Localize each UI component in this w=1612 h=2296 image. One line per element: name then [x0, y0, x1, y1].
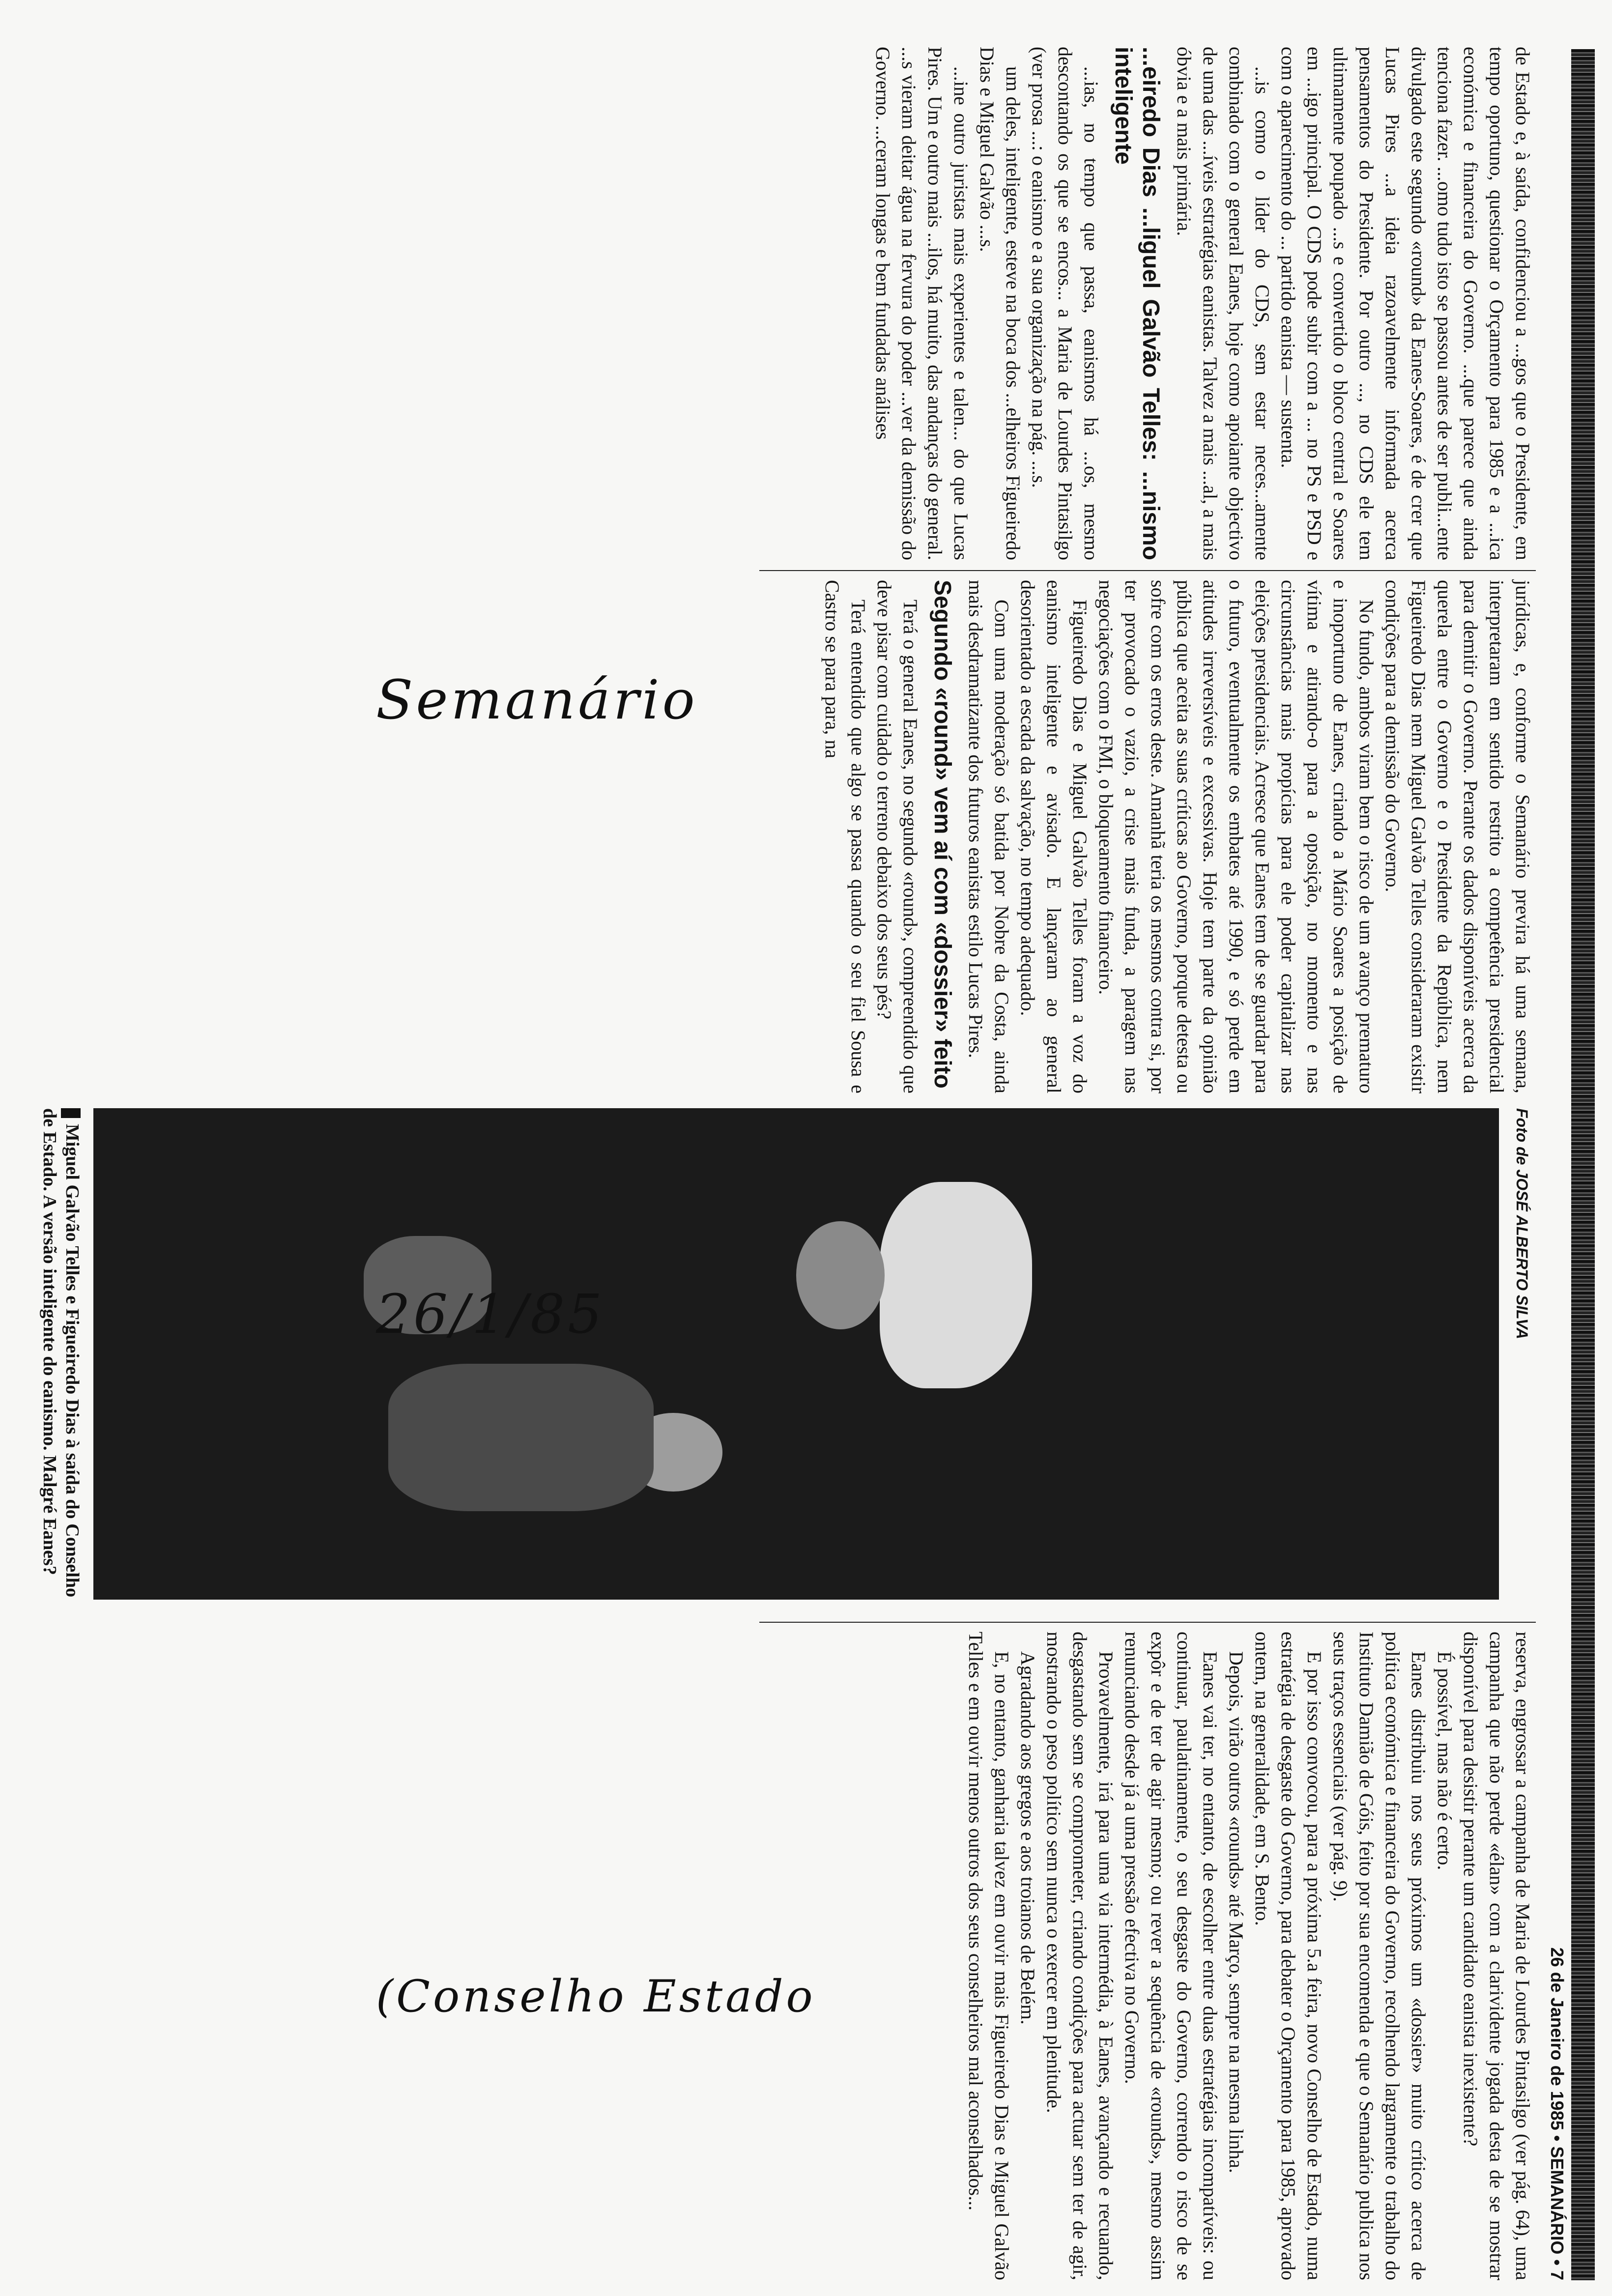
paragraph: Terá o general Eanes, no segundo «round», compreendido que deve pisar com cuidado o terreno debaixo dos seus pés? — [873, 580, 921, 1093]
photo-caption — [38, 1108, 84, 1600]
paragraph: reserva, engrossar a campanha de Maria de Lourdes Pintasilgo (ver pág. 64), uma campanha que não perde «élan» com a clarividente jogada desta de se mostrar disponível para desistir perante um candidato eanista inexistente? — [1460, 1632, 1534, 2280]
paragraph: ...is como o líder do CDS, sem estar neces...amente combinado com o general Eanes, hoje como apoiante objectivo de uma das ...íveis estratégias eanistas. Talvez a mais ...al, a mais óbvia e a mais primária. — [1173, 47, 1273, 560]
paragraph: No fundo, ambos viram bem o risco de um avanço prematuro e inoportuno de Eanes, criando a Mário Soares a posição de vítima e atirando-o para a oposição, no momento e nas circunstâncias mais propícias para ele poder capitalizar nas eleições presidenciais. Acresce que Eanes tem de se guardar para o futuro, eventualmente os embates até 1990, e só perde em atitudes irreversíveis e excessivas. Hoje tem parte da opinião pública que aceita as suas críticas ao Governo, porque detesta ou sofre com os erros deste. Amanhã teria os mesmos contra si, por ter provocado o vazio, a crise mais funda, a paragem nas negociações com o FMI, o bloqueamento financeiro. — [1095, 580, 1378, 1093]
paragraph: E por isso convocou, para a próxima 5.a feira, novo Conselho de Estado, numa estratégia de desgaste do Governo, para debater o Orçamento para 1985, aprovado ontem, na generalidade, em S. Bento. — [1251, 1632, 1325, 2280]
paragraph: Com uma moderação só batida por Nobre da Costa, ainda mais desdramatizante dos futuros eanistas estilo Lucas Pires. — [965, 580, 1013, 1093]
caption-text: Miguel Galvão Telles e Figueiredo Dias à saída do Conselho de Estado. A versão inteligente do eanismo. Malgré Eanes? — [39, 1108, 83, 1598]
paragraph: Figueiredo Dias e Miguel Galvão Telles foram a voz do eanismo inteligente e avisado. E lançaram ao general desorientado a escada da salvação, no tempo adequado. — [1017, 580, 1091, 1093]
paragraph: Depois, virão outros «rounds» até Março, sempre na mesma linha. — [1225, 1651, 1247, 2173]
paragraph: jurídicas, e, conforme o Semanário previra há uma semana, interpretaram em sentido restrito a competência presidencial para demitir o Governo. Perante os dados disponíveis acerca da querela entre o Governo e o Presidente da República, nem Figueiredo Dias nem Miguel Galvão Telles consideraram existir condições para a demissão do Governo. — [1382, 580, 1534, 1093]
top-border-band — [1571, 49, 1595, 2280]
photo-figure — [796, 1221, 885, 1329]
handwritten-date: 26/1/85 — [376, 1283, 605, 1346]
paragraph: Eanes distribuiu nos seus próximos um «dossier» muito crítico acerca de política económica e financeira do Governo, recolhendo largamente o trabalho do Instituto Damião de Góis, feito por sua encomenda e que o Semanário publica nos seus traços essenciais (ver pág. 9). — [1329, 1632, 1430, 2280]
paragraph: Provavelmente, irá para uma via intermédia, à Eanes, avançando e recuando, desgastando sem se comprometer, criando condições para actuar sem ter de agir, mostrando o peso político sem nunca o exercer em plenitude. — [1043, 1632, 1117, 2280]
article-column-2 — [819, 580, 1536, 1093]
column-rule — [759, 570, 1536, 571]
section-heading: ...eiredo Dias ...liguel Galvão Telles: ...nismo inteligente — [1110, 47, 1164, 560]
paragraph: É possível, mas não é certo. — [1434, 1651, 1456, 1870]
article-column-3 — [963, 1632, 1536, 2280]
paragraph: ...ias, no tempo que passa, eanismos há ...os, mesmo descontando os que se encos... a Maria de Lourdes Pintasilgo (ver prosa ...: o eanismo e a sua organização na pág. ...s. — [1028, 47, 1102, 560]
paragraph: ...ine outro juristas mais experientes e talen... do que Lucas Pires. Um e outro mais ...ilos, há muito, das andanças do general. ...s vieram deitar água na fervura do poder ...ver da demissão do Governo. ...ceram longas e bem fundadas análises — [872, 47, 972, 560]
article-column-1 — [870, 47, 1536, 560]
paragraph: Terá entendido que algo se passa quando o seu fiel Sousa e Castro se para para, na — [821, 580, 869, 1093]
handwritten-title: Semanário — [376, 668, 698, 731]
photo-figure — [880, 1182, 1032, 1388]
paragraph: Agradando aos gregos e aos troianos de Belém. — [1017, 1651, 1039, 2025]
photo-credit: Foto de JOSÉ ALBERTO SILVA — [1513, 1108, 1531, 1339]
paragraph: um deles, inteligente, esteve na boca dos ...elheiros Figueiredo Dias e Miguel Galvão ...s. — [976, 47, 1024, 560]
section-heading: Segundo «round» vem aí com «dossier» feito — [929, 580, 955, 1089]
page-masthead: 26 de Janeiro de 1985 • SEMANÁRIO • 7 — [1547, 1947, 1567, 2280]
paragraph: E, no entanto, ganharia talvez em ouvir mais Figueiredo Dias e Miguel Galvão Telles e em ouvir menos outros dos seus conselheiros mal aconselhados... — [965, 1632, 1013, 2280]
news-photo — [93, 1108, 1499, 1600]
paragraph: Eanes vai ter, no entanto, de escolher entre duas estratégias incompatíveis: ou continuar, paulatinamente, o seu desgaste do Governo, correndo o risco de se expôr e de ter de agir mesmo; ou rever a sequência de «rounds», mesmo assim renunciando desde já a uma pressão efectiva no Governo. — [1121, 1632, 1221, 2280]
newspaper-page — [7, 29, 1595, 2290]
caption-marker — [61, 1108, 81, 1118]
photo-figure — [388, 1364, 654, 1511]
paragraph: de Estado e, à saída, confidenciou a ...gos que o Presidente, em tempo oportuno, questionar o Orçamento para 1985 e a ...ica económica e financeira do Governo. ...que parece que ainda tenciona fazer. ...omo tudo isto se passou antes de ser publi...ente divulgado este segundo «round» da Eanes-Soares, é de crer que Lucas Pires ...a ideia razoavelmente informada acerca pensamentos do Presidente. Por outro ..., no CDS ele tem ultimamente poupado ...s e convertido o bloco central e Soares em ...igo principal. O CDS pode subir com a ... no PS e PSD e com o aparecimento do ... partido eanista — sustenta. — [1277, 47, 1534, 560]
column-rule — [759, 1622, 1536, 1623]
handwritten-note: (Conselho Estado — [376, 1971, 816, 2022]
